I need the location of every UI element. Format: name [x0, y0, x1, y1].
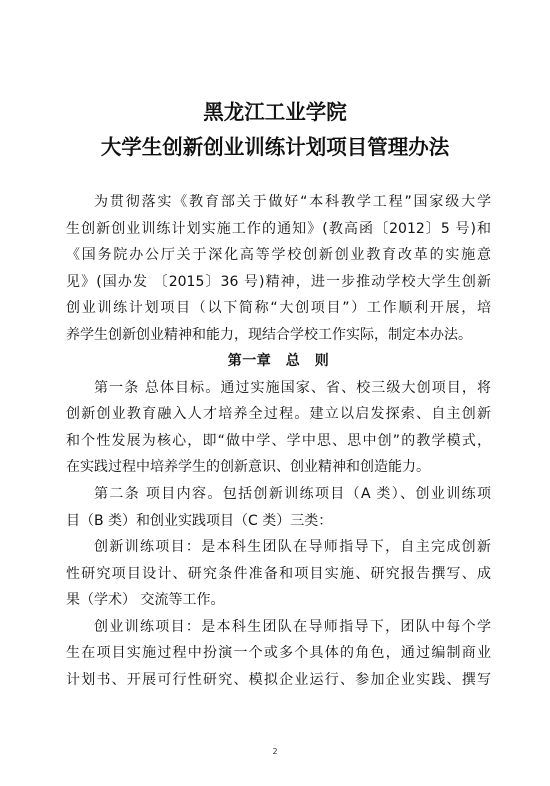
paragraph-line: 为贯彻落实《教育部关于做好“本科教学工程”国家级大学 [94, 194, 491, 210]
paragraph-line: 创新训练项目：是本科生团队在导师指导下，自主完成创新 [94, 539, 491, 556]
page-number: 2 [272, 747, 278, 756]
paragraph-line: 《国务院办公厅关于深化高等学校创新创业教育改革的实施意 [66, 247, 491, 264]
paragraph-line: 养学生创新创业精神和能力，现结合学校工作实际，制定本办法。 [66, 326, 472, 343]
paragraph-line: 见》(国办发 〔2015〕36 号)精神，进一步推动学校大学生创新 [66, 273, 491, 290]
paragraph-line: 创业训练计划项目（以下简称“大创项目”）工作顺利开展，培 [66, 300, 491, 317]
paragraph-line: 和个性发展为核心，即“做中学、学中思、思中创”的教学模式， [66, 432, 491, 449]
paragraph-line: 生创新创业训练计划实施工作的通知》(教高函〔2012〕5 号)和 [66, 220, 491, 237]
paragraph-line: 计划书、开展可行性研究、模拟企业运行、参加企业实践、撰写 [66, 671, 491, 688]
paragraph-line: 生在项目实施过程中扮演一个或多个具体的角色，通过编制商业 [66, 645, 491, 662]
document-title-institution: 黑龙江工业学院 [203, 100, 347, 124]
paragraph-line: 果（学术） 交流等工作。 [66, 592, 225, 609]
paragraph-line: 第一条 总体目标。通过实施国家、省、校三级大创项目，将 [94, 379, 491, 396]
document-title: 大学生创新创业训练计划项目管理办法 [100, 135, 450, 159]
chapter-heading: 第一章 总 则 [227, 353, 330, 370]
paragraph-line: 目（B 类）和创业实践项目（C 类）三类： [66, 512, 333, 529]
paragraph-line: 创业训练项目：是本科生团队在导师指导下，团队中每个学 [94, 618, 491, 635]
paragraph-line: 在实践过程中培养学生的创新意识、创业精神和创造能力。 [66, 459, 430, 476]
paragraph-line: 性研究项目设计、研究条件准备和项目实施、研究报告撰写、成 [66, 565, 491, 582]
paragraph-line: 创新创业教育融入人才培养全过程。建立以启发探索、自主创新 [66, 406, 491, 423]
paragraph-line: 第二条 项目内容。包括创新训练项目（A 类）、创业训练项 [94, 486, 491, 503]
document-body [66, 189, 491, 693]
